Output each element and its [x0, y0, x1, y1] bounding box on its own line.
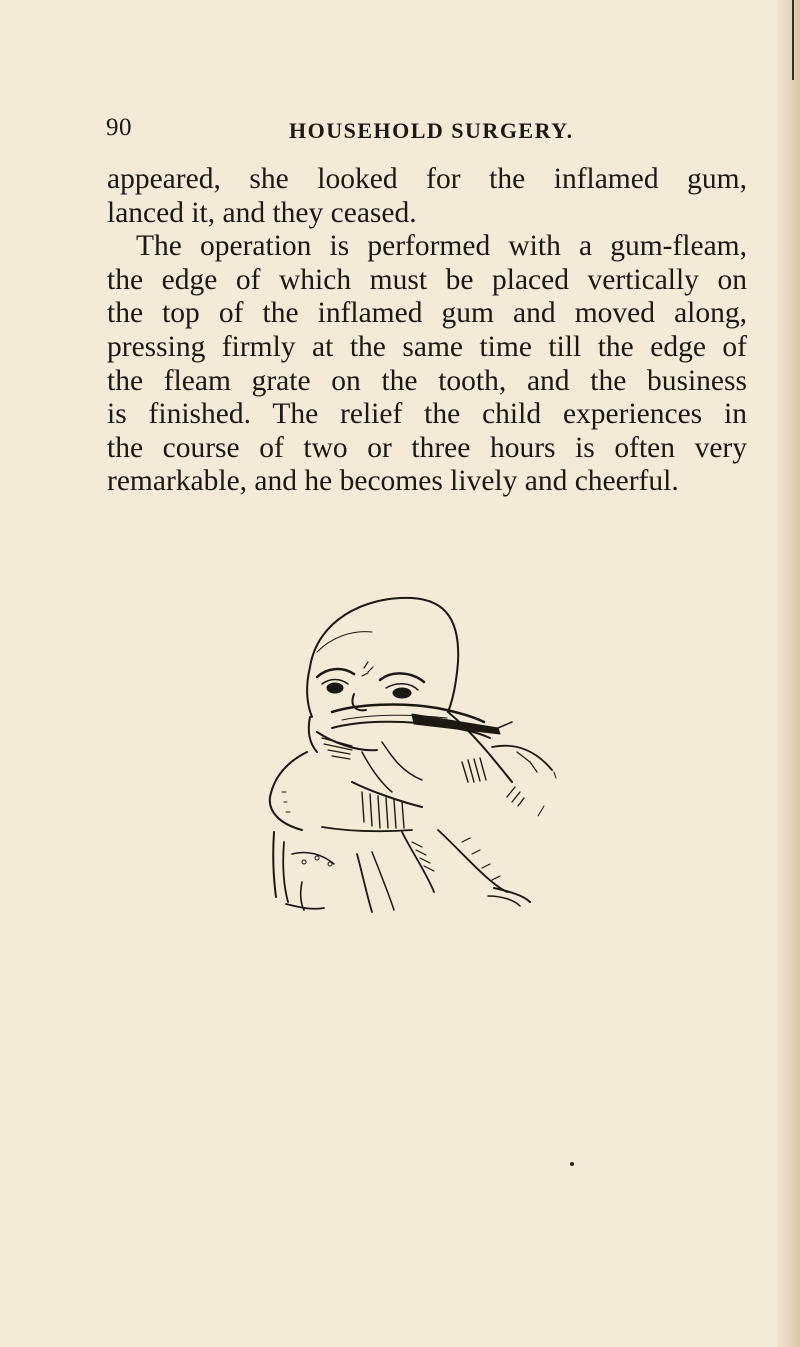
text-line: remarkable, and he becomes lively and cheerful.	[107, 465, 679, 498]
engraving-drawing	[262, 592, 562, 947]
body-paragraphs	[107, 163, 747, 499]
text-line: The operation is performed with a gum-fleam,	[136, 230, 747, 263]
text-line: is finished. The relief the child experiences in	[107, 398, 747, 431]
text-line: the edge of which must be placed vertically on	[107, 263, 747, 296]
text-line: the course of two or three hours is often very	[107, 431, 747, 464]
running-head	[106, 112, 756, 148]
text-line: lanced it, and they ceased.	[107, 196, 417, 229]
paper-speck	[570, 1162, 574, 1166]
text-line: appeared, she looked for the inflamed gum,	[107, 163, 747, 195]
gum-lancing-illustration	[262, 592, 562, 947]
page-number: 90	[106, 114, 132, 141]
page-edge	[778, 0, 800, 1347]
page-edge-line	[792, 0, 794, 80]
running-title: HOUSEHOLD SURGERY.	[289, 118, 574, 143]
text-line: the fleam grate on the tooth, and the business	[107, 364, 747, 397]
text-line: the top of the inflamed gum and moved along,	[107, 297, 747, 330]
text-line: pressing firmly at the same time till the edge of	[107, 330, 747, 363]
